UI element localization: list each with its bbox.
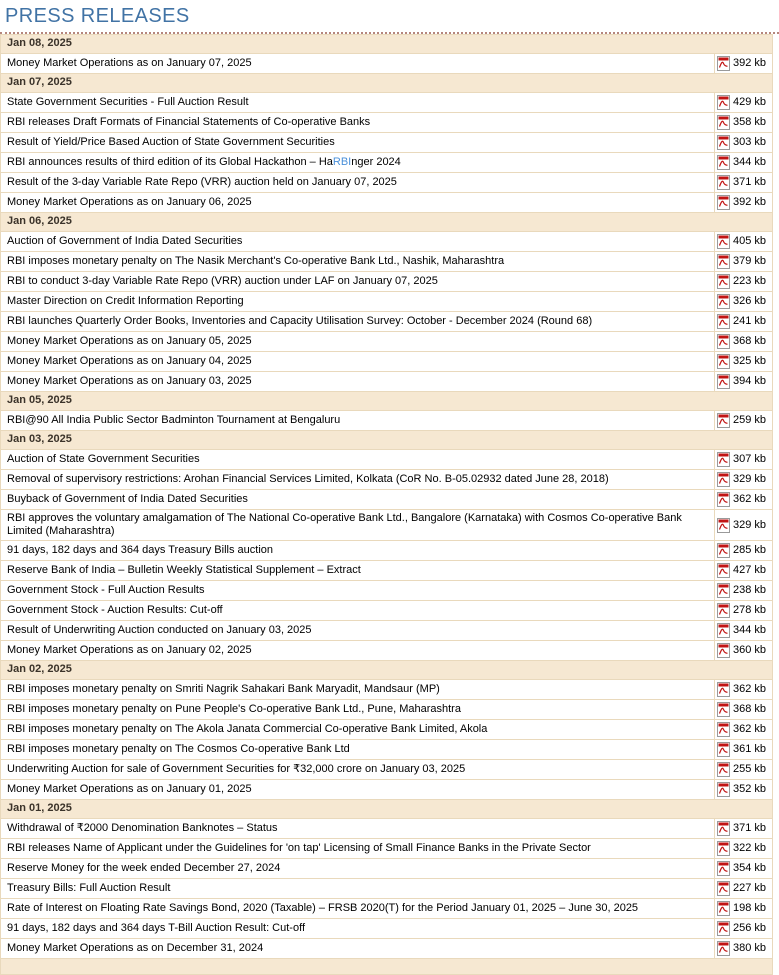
file-size-cell [715, 352, 773, 372]
file-size-cell [715, 819, 773, 839]
release-title-link[interactable]: RBI imposes monetary penalty on Pune People's Co-operative Bank Ltd., Pune, Maharashtra [7, 703, 461, 715]
file-size-cell [715, 680, 773, 700]
pdf-icon[interactable] [717, 56, 730, 71]
pdf-download-link[interactable] [721, 155, 766, 170]
release-title-cell [1, 581, 715, 601]
file-size-cell [715, 232, 773, 252]
release-title-link[interactable]: Withdrawal of ₹2000 Denomination Banknotes – Status [7, 822, 278, 834]
date-header-row [1, 431, 773, 450]
release-row [1, 133, 773, 153]
file-size: 223 kb [732, 275, 766, 287]
pdf-download-link[interactable] [721, 135, 766, 150]
title-text: nger 2024 [351, 156, 401, 168]
pdf-icon[interactable] [717, 115, 730, 130]
file-size-cell [715, 153, 773, 173]
pdf-download-link[interactable] [721, 492, 766, 507]
pdf-download-link[interactable] [721, 115, 766, 130]
pdf-icon[interactable] [717, 603, 730, 618]
pdf-download-link[interactable] [721, 354, 766, 369]
file-size: 427 kb [732, 564, 766, 576]
pdf-icon[interactable] [717, 294, 730, 309]
release-title-cell [1, 252, 715, 272]
file-size-cell [715, 899, 773, 919]
file-size-cell [715, 411, 773, 431]
pdf-icon[interactable] [717, 821, 730, 836]
pdf-download-link[interactable] [721, 941, 766, 956]
pdf-download-link[interactable] [721, 314, 766, 329]
release-row [1, 700, 773, 720]
release-row [1, 760, 773, 780]
file-size: 368 kb [732, 335, 766, 347]
pdf-icon[interactable] [717, 155, 730, 170]
file-size-cell [715, 272, 773, 292]
pdf-download-link[interactable] [721, 921, 766, 936]
release-title-link[interactable]: Money Market Operations as on January 06, 2025 [7, 196, 252, 208]
file-size: 325 kb [732, 355, 766, 367]
release-title-cell [1, 879, 715, 899]
pdf-icon[interactable] [717, 563, 730, 578]
file-size-cell [715, 720, 773, 740]
release-title-cell [1, 859, 715, 879]
pdf-icon[interactable] [717, 623, 730, 638]
file-size-cell [715, 193, 773, 213]
file-size: 241 kb [732, 315, 766, 327]
release-title-link[interactable]: RBI@90 All India Public Sector Badminton Tournament at Bengaluru [7, 414, 341, 426]
pdf-download-link[interactable] [721, 643, 766, 658]
file-size-cell [715, 601, 773, 621]
pdf-download-link[interactable] [721, 452, 766, 467]
release-title-link[interactable]: RBI releases Name of Applicant under the Guidelines for 'on tap' Licensing of Small Finance Banks in the Private Sector [7, 842, 591, 854]
release-row [1, 450, 773, 470]
release-title-cell [1, 113, 715, 133]
release-row [1, 332, 773, 352]
release-title-link[interactable]: Buyback of Government of India Dated Securities [7, 493, 248, 505]
release-title-link[interactable]: Reserve Money for the week ended December 27, 2024 [7, 862, 281, 874]
file-size-cell [715, 332, 773, 352]
release-row [1, 193, 773, 213]
release-title-link[interactable]: Result of Underwriting Auction conducted on January 03, 2025 [7, 624, 312, 636]
release-title-cell [1, 899, 715, 919]
release-title-link[interactable]: Master Direction on Credit Information Reporting [7, 295, 244, 307]
release-row [1, 252, 773, 272]
release-title-cell [1, 700, 715, 720]
pdf-icon[interactable] [717, 722, 730, 737]
pdf-icon[interactable] [717, 492, 730, 507]
pdf-icon[interactable] [717, 702, 730, 717]
release-title-link[interactable]: Money Market Operations as on January 03, 2025 [7, 375, 252, 387]
pdf-download-link[interactable] [721, 56, 766, 71]
file-size-cell [715, 700, 773, 720]
file-size: 380 kb [732, 942, 766, 954]
date-label: Jan 05, 2025 [1, 392, 773, 411]
release-row [1, 561, 773, 581]
press-releases-table [0, 34, 773, 975]
file-size: 322 kb [732, 842, 766, 854]
file-size-cell [715, 879, 773, 899]
release-title-link[interactable]: Reserve Bank of India – Bulletin Weekly Statistical Supplement – Extract [7, 564, 361, 576]
highlighted-text: RBI [332, 156, 352, 168]
release-title-link[interactable]: RBI launches Quarterly Order Books, Inventories and Capacity Utilisation Survey: October - December 2024 (Round 68) [7, 315, 593, 327]
file-size: 379 kb [732, 255, 766, 267]
file-size-cell [715, 113, 773, 133]
pdf-icon[interactable] [717, 861, 730, 876]
release-row [1, 879, 773, 899]
release-row [1, 490, 773, 510]
file-size-cell [715, 54, 773, 74]
release-title-cell [1, 939, 715, 959]
release-title-link[interactable]: Money Market Operations as on January 01, 2025 [7, 783, 252, 795]
release-title-cell [1, 272, 715, 292]
file-size: 394 kb [732, 375, 766, 387]
pdf-download-link[interactable] [721, 583, 766, 598]
date-label: Jan 02, 2025 [1, 661, 773, 680]
file-size: 329 kb [732, 473, 766, 485]
pdf-download-link[interactable] [721, 861, 766, 876]
release-title-cell [1, 411, 715, 431]
file-size-cell [715, 490, 773, 510]
pdf-download-link[interactable] [721, 274, 766, 289]
release-title-cell [1, 312, 715, 332]
release-title-link[interactable]: RBI imposes monetary penalty on The Cosmos Co-operative Bank Ltd [7, 743, 350, 755]
pdf-icon[interactable] [717, 95, 730, 110]
file-size: 255 kb [732, 763, 766, 775]
file-size: 392 kb [732, 57, 766, 69]
pdf-icon[interactable] [717, 472, 730, 487]
file-size-cell [715, 93, 773, 113]
pdf-icon[interactable] [717, 195, 730, 210]
release-row [1, 680, 773, 700]
file-size-cell [715, 252, 773, 272]
pdf-download-link[interactable] [721, 175, 766, 190]
release-row [1, 113, 773, 133]
release-row [1, 720, 773, 740]
pdf-download-link[interactable] [721, 413, 766, 428]
file-size: 344 kb [732, 156, 766, 168]
release-title-link[interactable]: Result of the 3-day Variable Rate Repo (VRR) auction held on January 07, 2025 [7, 176, 397, 188]
pdf-icon[interactable] [717, 941, 730, 956]
release-row [1, 372, 773, 392]
release-title-link[interactable]: 91 days, 182 days and 364 days T-Bill Auction Result: Cut-off [7, 922, 305, 934]
file-size: 392 kb [732, 196, 766, 208]
release-title-link[interactable]: RBI to conduct 3-day Variable Rate Repo (VRR) auction under LAF on January 07, 2025 [7, 275, 438, 287]
pdf-download-link[interactable] [721, 623, 766, 638]
file-size-cell [715, 780, 773, 800]
release-title-cell [1, 601, 715, 621]
release-title-cell [1, 819, 715, 839]
file-size: 344 kb [732, 624, 766, 636]
title-text: RBI announces results of third edition of its Global Hackathon – Ha [7, 156, 333, 168]
press-release-table-body [1, 35, 773, 975]
release-title-link[interactable]: Money Market Operations as on December 31, 2024 [7, 942, 264, 954]
release-title-cell [1, 173, 715, 193]
release-row [1, 272, 773, 292]
pdf-icon[interactable] [717, 175, 730, 190]
release-title-cell [1, 510, 715, 541]
release-title-link[interactable]: Money Market Operations as on January 05, 2025 [7, 335, 252, 347]
release-title-cell [1, 470, 715, 490]
release-row [1, 470, 773, 490]
file-size: 362 kb [732, 493, 766, 505]
file-size-cell [715, 470, 773, 490]
file-size: 362 kb [732, 683, 766, 695]
release-title-cell [1, 839, 715, 859]
pdf-icon[interactable] [717, 518, 730, 533]
release-title-link[interactable]: Government Stock - Full Auction Results [7, 584, 205, 596]
pdf-download-link[interactable] [721, 563, 766, 578]
release-row [1, 939, 773, 959]
file-size: 429 kb [732, 96, 766, 108]
release-title-cell [1, 372, 715, 392]
file-size-cell [715, 133, 773, 153]
press-releases-table-wrap [0, 32, 779, 975]
release-title-link[interactable]: Rate of Interest on Floating Rate Savings Bond, 2020 (Taxable) – FRSB 2020(T) for the Period January 01, 2025 – June 30, 2025 [7, 902, 639, 914]
release-title-link[interactable]: RBI imposes monetary penalty on The Nasik Merchant's Co-operative Bank Ltd., Nashik, Maharashtra [7, 255, 505, 267]
release-title-link[interactable]: Money Market Operations as on January 02, 2025 [7, 644, 252, 656]
release-row [1, 621, 773, 641]
pdf-download-link[interactable] [721, 881, 766, 896]
file-size-cell [715, 312, 773, 332]
file-size: 303 kb [732, 136, 766, 148]
release-title-cell [1, 54, 715, 74]
release-row [1, 899, 773, 919]
pdf-icon[interactable] [717, 881, 730, 896]
pdf-download-link[interactable] [721, 603, 766, 618]
release-title-cell [1, 292, 715, 312]
pdf-download-link[interactable] [721, 518, 766, 533]
file-size: 354 kb [732, 862, 766, 874]
pdf-icon[interactable] [717, 452, 730, 467]
file-size-cell [715, 641, 773, 661]
file-size: 285 kb [732, 544, 766, 556]
date-header-row [1, 392, 773, 411]
file-size: 256 kb [732, 922, 766, 934]
pdf-download-link[interactable] [721, 841, 766, 856]
pdf-icon[interactable] [717, 742, 730, 757]
file-size: 329 kb [732, 518, 766, 531]
file-size-cell [715, 510, 773, 541]
release-title-cell [1, 780, 715, 800]
file-size: 227 kb [732, 882, 766, 894]
release-title-cell [1, 919, 715, 939]
pdf-download-link[interactable] [721, 294, 766, 309]
release-row [1, 839, 773, 859]
release-row [1, 641, 773, 661]
date-header-row [1, 35, 773, 54]
date-header-row [1, 800, 773, 819]
file-size: 198 kb [732, 902, 766, 914]
release-title-link[interactable] [7, 156, 401, 168]
release-title-link[interactable]: RBI releases Draft Formats of Financial Statements of Co-operative Banks [7, 116, 371, 128]
pdf-download-link[interactable] [721, 722, 766, 737]
date-header-row [1, 661, 773, 680]
pdf-icon[interactable] [717, 413, 730, 428]
file-size-cell [715, 581, 773, 601]
pdf-download-link[interactable] [721, 254, 766, 269]
release-row [1, 54, 773, 74]
pdf-download-link[interactable] [721, 821, 766, 836]
pdf-download-link[interactable] [721, 472, 766, 487]
file-size: 278 kb [732, 604, 766, 616]
pdf-download-link[interactable] [721, 782, 766, 797]
pdf-icon[interactable] [717, 374, 730, 389]
file-size: 371 kb [732, 822, 766, 834]
release-title-cell [1, 561, 715, 581]
file-size-cell [715, 173, 773, 193]
release-title-cell [1, 720, 715, 740]
pdf-icon[interactable] [717, 782, 730, 797]
pdf-icon[interactable] [717, 643, 730, 658]
date-header-row [1, 213, 773, 232]
release-title-cell [1, 450, 715, 470]
pdf-icon[interactable] [717, 682, 730, 697]
file-size: 371 kb [732, 176, 766, 188]
pdf-download-link[interactable] [721, 374, 766, 389]
file-size-cell [715, 561, 773, 581]
release-row [1, 232, 773, 252]
date-label: Jan 08, 2025 [1, 35, 773, 54]
date-label: Jan 03, 2025 [1, 431, 773, 450]
release-row [1, 819, 773, 839]
page-title: PRESS RELEASES [5, 5, 190, 27]
release-title-cell [1, 93, 715, 113]
pdf-icon[interactable] [717, 135, 730, 150]
release-title-link[interactable]: State Government Securities - Full Auction Result [7, 96, 249, 108]
date-label: Jan 06, 2025 [1, 213, 773, 232]
release-row [1, 541, 773, 561]
release-title-cell [1, 740, 715, 760]
pdf-icon[interactable] [717, 254, 730, 269]
release-row [1, 510, 773, 541]
date-label: Jan 07, 2025 [1, 74, 773, 93]
release-row [1, 292, 773, 312]
release-title-link[interactable]: Money Market Operations as on January 07, 2025 [7, 57, 252, 69]
pdf-download-link[interactable] [721, 334, 766, 349]
release-title-cell [1, 153, 715, 173]
pdf-download-link[interactable] [721, 543, 766, 558]
release-title-link[interactable]: Treasury Bills: Full Auction Result [7, 882, 171, 894]
release-title-link[interactable]: Auction of State Government Securities [7, 453, 200, 465]
release-title-cell [1, 133, 715, 153]
release-title-link[interactable]: Result of Yield/Price Based Auction of State Government Securities [7, 136, 335, 148]
pdf-icon[interactable] [717, 314, 730, 329]
file-size: 362 kb [732, 723, 766, 735]
release-row [1, 919, 773, 939]
release-title-link[interactable]: Money Market Operations as on January 04, 2025 [7, 355, 252, 367]
release-title-cell [1, 621, 715, 641]
release-title-cell [1, 760, 715, 780]
file-size-cell [715, 740, 773, 760]
pdf-download-link[interactable] [721, 901, 766, 916]
release-title-link[interactable]: Removal of supervisory restrictions: Arohan Financial Services Limited, Kolkata (CoR No. B-05.02932 dated June 28, 2018) [7, 473, 609, 485]
release-title-link[interactable]: 91 days, 182 days and 364 days Treasury Bills auction [7, 544, 273, 556]
pdf-icon[interactable] [717, 274, 730, 289]
release-title-cell [1, 232, 715, 252]
file-size-cell [715, 450, 773, 470]
file-size-cell [715, 621, 773, 641]
pdf-icon[interactable] [717, 901, 730, 916]
release-row [1, 780, 773, 800]
pdf-icon[interactable] [717, 354, 730, 369]
pdf-download-link[interactable] [721, 702, 766, 717]
file-size-cell [715, 919, 773, 939]
pdf-icon[interactable] [717, 543, 730, 558]
date-header-row [1, 74, 773, 93]
file-size: 259 kb [732, 414, 766, 426]
release-row [1, 173, 773, 193]
pdf-download-link[interactable] [721, 742, 766, 757]
file-size-cell [715, 372, 773, 392]
release-row [1, 740, 773, 760]
release-title-link[interactable]: RBI imposes monetary penalty on The Akola Janata Commercial Co-operative Bank Limited, Akola [7, 723, 488, 735]
file-size: 352 kb [732, 783, 766, 795]
release-row [1, 411, 773, 431]
file-size: 238 kb [732, 584, 766, 596]
file-size-cell [715, 541, 773, 561]
release-title-link[interactable]: RBI imposes monetary penalty on Smriti Nagrik Sahakari Bank Maryadit, Mandsaur (MP) [7, 683, 440, 695]
pdf-icon[interactable] [717, 921, 730, 936]
file-size-cell [715, 939, 773, 959]
file-size-cell [715, 292, 773, 312]
release-row [1, 153, 773, 173]
pdf-download-link[interactable] [721, 95, 766, 110]
release-row [1, 601, 773, 621]
file-size: 326 kb [732, 295, 766, 307]
file-size-cell [715, 859, 773, 879]
release-title-cell [1, 680, 715, 700]
release-row [1, 312, 773, 332]
pdf-icon[interactable] [717, 841, 730, 856]
release-title-link[interactable]: Government Stock - Auction Results: Cut-off [7, 604, 223, 616]
release-title-link[interactable]: Underwriting Auction for sale of Government Securities for ₹32,000 crore on January 03, 2025 [7, 763, 466, 775]
release-title-cell [1, 332, 715, 352]
pdf-download-link[interactable] [721, 234, 766, 249]
release-row [1, 93, 773, 113]
file-size: 360 kb [732, 644, 766, 656]
release-title-cell [1, 352, 715, 372]
pdf-icon[interactable] [717, 234, 730, 249]
release-title-cell [1, 541, 715, 561]
pdf-icon[interactable] [717, 762, 730, 777]
pdf-icon[interactable] [717, 334, 730, 349]
file-size-cell [715, 839, 773, 859]
release-row [1, 352, 773, 372]
pdf-icon[interactable] [717, 583, 730, 598]
release-row [1, 581, 773, 601]
release-title-link[interactable]: RBI approves the voluntary amalgamation of The National Co-operative Bank Ltd., Bangalore (Karnataka) with Cosmos Co-operative Bank Limited (Maharashtra) [7, 512, 682, 537]
release-title-cell [1, 641, 715, 661]
file-size: 307 kb [732, 453, 766, 465]
release-title-cell [1, 193, 715, 213]
file-size: 405 kb [732, 235, 766, 247]
pdf-download-link[interactable] [721, 682, 766, 697]
release-title-link[interactable]: Auction of Government of India Dated Securities [7, 235, 243, 247]
file-size: 368 kb [732, 703, 766, 715]
file-size-cell [715, 760, 773, 780]
release-row [1, 859, 773, 879]
release-title-cell [1, 490, 715, 510]
file-size: 358 kb [732, 116, 766, 128]
pdf-download-link[interactable] [721, 195, 766, 210]
partial-date-row [1, 959, 773, 975]
pdf-download-link[interactable] [721, 762, 766, 777]
file-size: 361 kb [732, 743, 766, 755]
date-label: Jan 01, 2025 [1, 800, 773, 819]
